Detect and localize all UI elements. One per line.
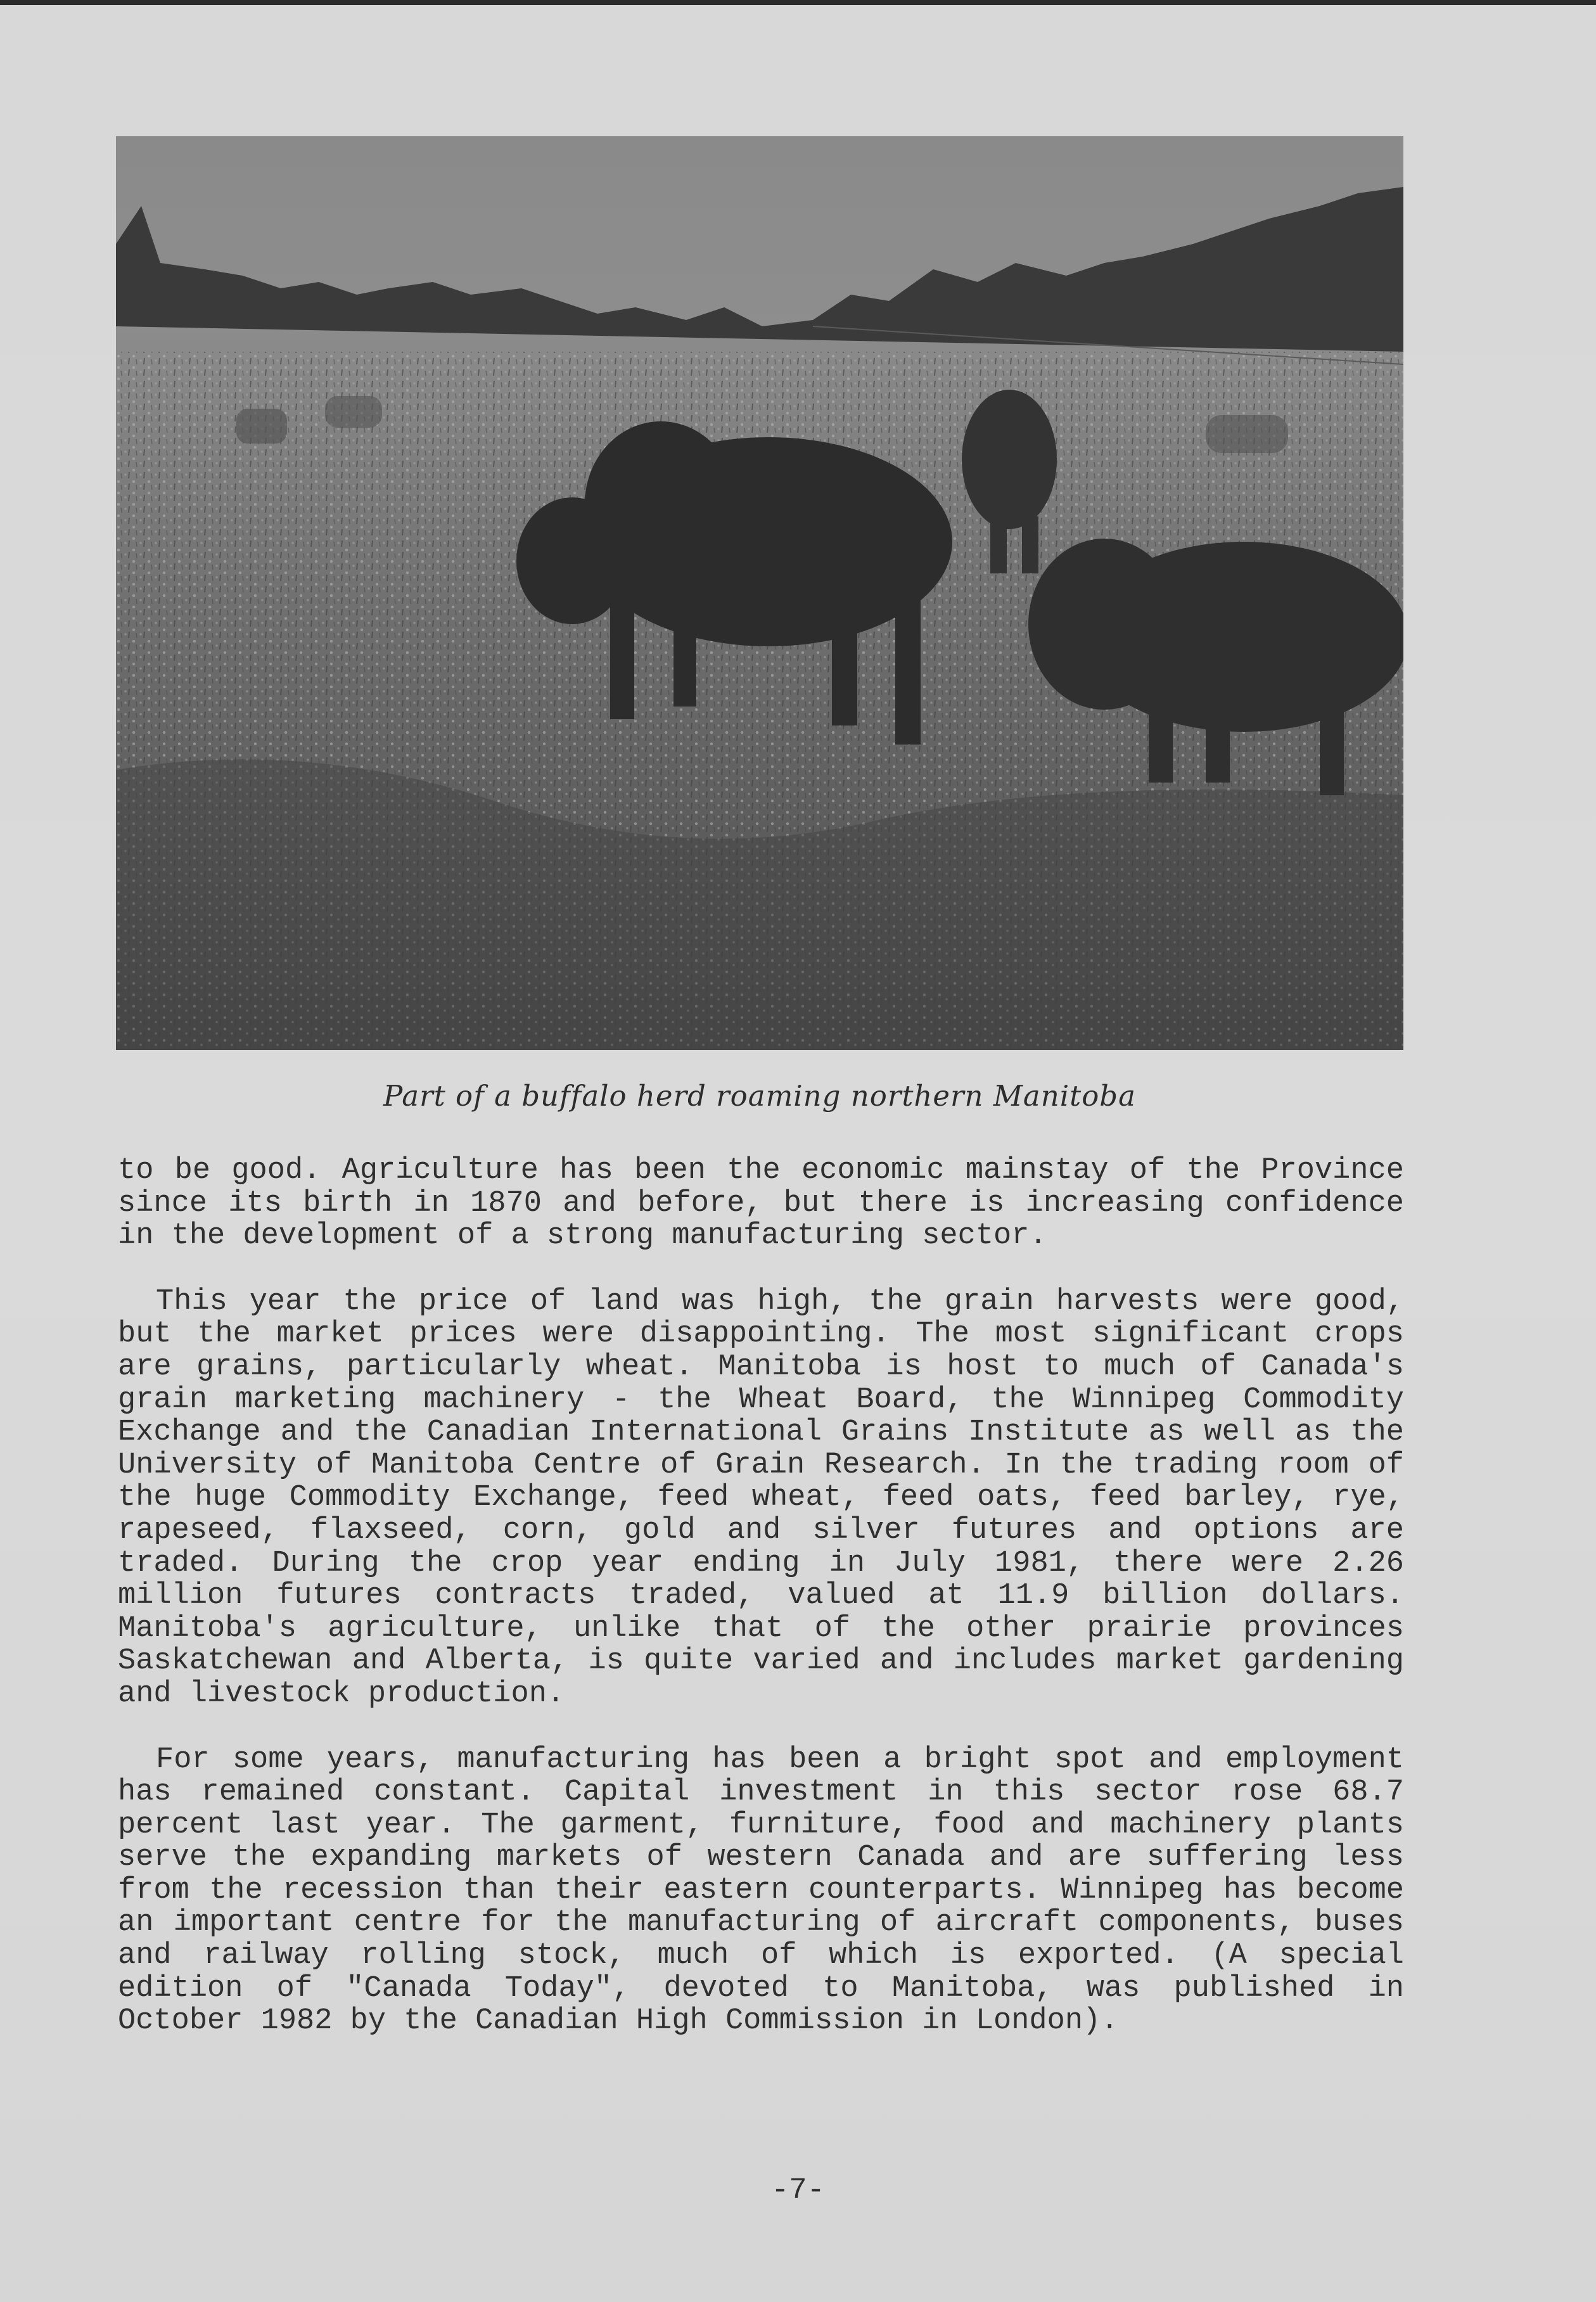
- paragraph-3: For some years, manufacturing has been a bright spot and employment has remained constant. Capital investment in this sector rose 68.7 percent last year. The garment, furniture, food and machinery plants serve the expanding markets of western Canada and are suffering less from the recession than their eastern counterparts. Winnipeg has become an important centre for the manufacturing of aircraft components, buses and railway rolling stock, much of which is exported. (A special edition of "Canada Today", devoted to Manitoba, was published in October 1982 by the Canadian High Commission in London).: [118, 1742, 1404, 2038]
- page-number: -7-: [771, 2174, 825, 2208]
- buffalo-herd-photo: [116, 136, 1403, 1050]
- scan-edge: [0, 0, 1596, 5]
- paragraph-2: This year the price of land was high, the grain harvests were good, but the market prices were disappointing. The most significant crops are grains, particularly wheat. Manitoba is host to much of Canada's grain marketing machinery - the Wheat Board, the Winnipeg Commodity Exchange and the Canadian International Grains Institute as well as the University of Manitoba Centre of Grain Research. In the trading room of the huge Commodity Exchange, feed wheat, feed oats, feed barley, rye, rapeseed, flaxseed, corn, gold and silver futures and options are traded. During the crop year ending in July 1981, there were 2.26 million futures contracts traded, valued at 11.9 billion dollars. Manitoba's agriculture, unlike that of the other prairie provinces Saskatchewan and Alberta, is quite varied and includes market gardening and livestock production.: [118, 1284, 1404, 1711]
- photo-caption: Part of a buffalo herd roaming northern Manitoba: [383, 1079, 1136, 1113]
- article-body: [118, 1154, 1404, 2071]
- paragraph-1: to be good. Agriculture has been the economic mainstay of the Province since its birth in 1870 and before, but there is increasing confidence in the development of a strong manufacturing sector.: [118, 1154, 1404, 1253]
- photo-illustration: [116, 136, 1403, 1050]
